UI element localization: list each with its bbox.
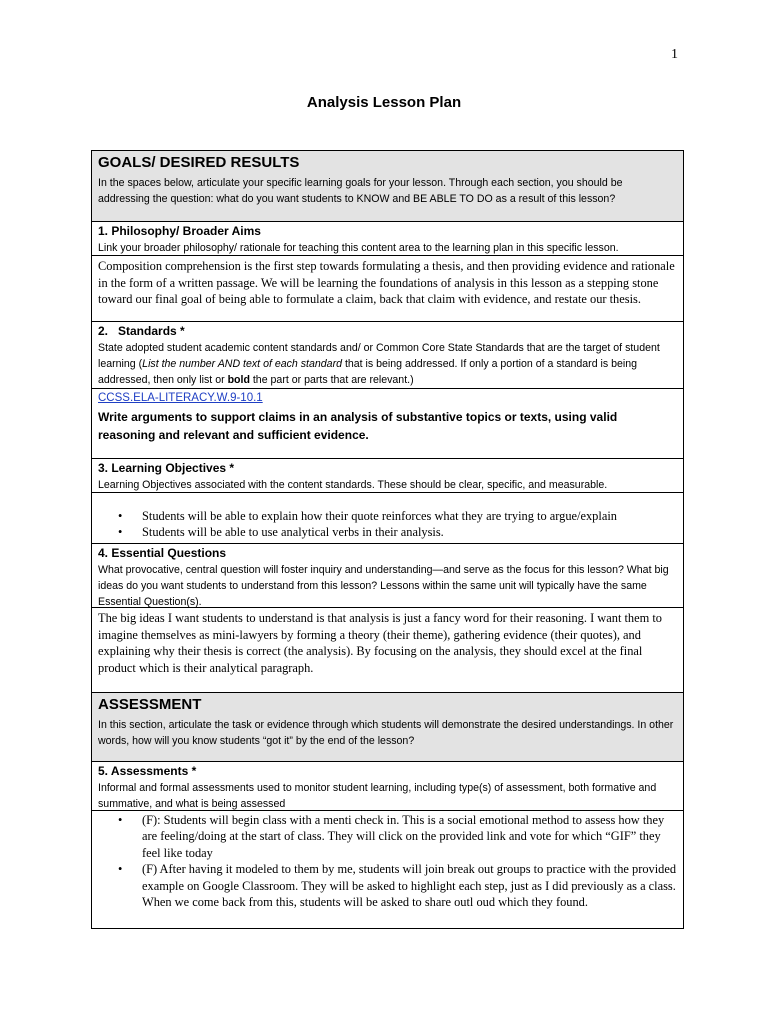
standard-text: Write arguments to support claims in an analysis of substantive topics or texts, using valid reasoning and relevant and sufficient evidence. — [98, 410, 618, 442]
objectives-description: Learning Objectives associated with the content standards. These should be clear, specific, and measurable. — [98, 479, 608, 491]
goals-heading: GOALS/ DESIRED RESULTS — [98, 154, 300, 171]
assessments-header — [91, 761, 684, 811]
standards-heading: 2. Standards * — [98, 324, 185, 338]
objectives-list — [98, 508, 677, 541]
goals-section — [91, 150, 684, 222]
standard-code-link[interactable]: CCSS.ELA-LITERACY.W.9-10.1 — [98, 392, 263, 404]
philosophy-response-cell — [91, 255, 684, 322]
assessments-list — [98, 812, 677, 910]
objectives-list-cell — [91, 492, 684, 544]
standards-header — [91, 321, 684, 389]
philosophy-heading: 1. Philosophy/ Broader Aims — [98, 224, 261, 238]
page-number: 1 — [671, 47, 678, 62]
essential-questions-heading: 4. Essential Questions — [98, 546, 227, 560]
standards-description: State adopted student academic content standards and/ or Common Core State Standards that are the target of student learning (List the number AND text of each standard that is being addressed. If only a portion of a standard is being addressed, then only list or bold the part or parts that are relevant.) — [98, 342, 660, 386]
goals-description: In the spaces below, articulate your specific learning goals for your lesson. Through each section, you should be addressing the question: what do you want students to KNOW and BE ABLE TO DO as a result of this lesson? — [98, 177, 623, 205]
list-item: • Students will be able to explain how their quote reinforces what they are trying to argue/explain — [142, 508, 677, 524]
philosophy-response: Composition comprehension is the first step towards formulating a thesis, and then providing evidence and rationale in the form of a written passage. We will be learning the foundations of analysis in this lesson as a stepping stone toward our final goal of being able to formulate a claim, back that claim with evidence, and restate our thesis. — [98, 259, 675, 307]
standards-response-cell — [91, 388, 684, 459]
philosophy-header — [91, 221, 684, 256]
assessments-description: Informal and formal assessments used to monitor student learning, including type(s) of assessment, both formative and summative, and what is being assessed — [98, 782, 657, 810]
essential-questions-description: What provocative, central question will foster inquiry and understanding—and serve as the focus for this lesson? What big ideas do you want students to understand from this lesson? Lessons within the same unit will typically have the same Essential Question(s). — [98, 564, 669, 608]
assessment-description: In this section, articulate the task or evidence through which students will demonstrate the desired understandings. In other words, how will you know students “got it” by the end of the lesson? — [98, 719, 674, 747]
assessment-section — [91, 692, 684, 762]
assessment-heading: ASSESSMENT — [98, 696, 202, 713]
page-title: Analysis Lesson Plan — [306, 94, 462, 111]
philosophy-description: Link your broader philosophy/ rationale for teaching this content area to the learning plan in this specific lesson. — [98, 242, 619, 254]
essential-questions-header — [91, 543, 684, 608]
assessments-heading: 5. Assessments * — [98, 764, 197, 778]
objectives-heading: 3. Learning Objectives * — [98, 461, 235, 475]
list-item: • (F) After having it modeled to them by me, students will join break out groups to practice with the provided example on Google Classroom. They will be asked to highlight each step, just as I did previously as a class. When we come back from this, students will be asked to share outl oud which they found. — [142, 861, 677, 910]
essential-questions-response-cell — [91, 607, 684, 693]
list-item: • (F): Students will begin class with a menti check in. This is a social emotional method to assess how they are feeling/doing at the start of class. They will click on the provided link and vote for which “GIF” they feel like today — [142, 812, 677, 861]
essential-questions-response: The big ideas I want students to understand is that analysis is just a fancy word for their reasoning. I want them to imagine themselves as mini-lawyers by forming a theory (their theme), gathering evidence (their quotes), and explaining why their thesis is correct (the analysis). By focusing on the analysis, they should excel at the final product which is their analytical paragraph. — [98, 611, 662, 676]
list-item: • Students will be able to use analytical verbs in their analysis. — [142, 524, 677, 540]
assessments-list-cell — [91, 810, 684, 929]
objectives-header — [91, 458, 684, 493]
